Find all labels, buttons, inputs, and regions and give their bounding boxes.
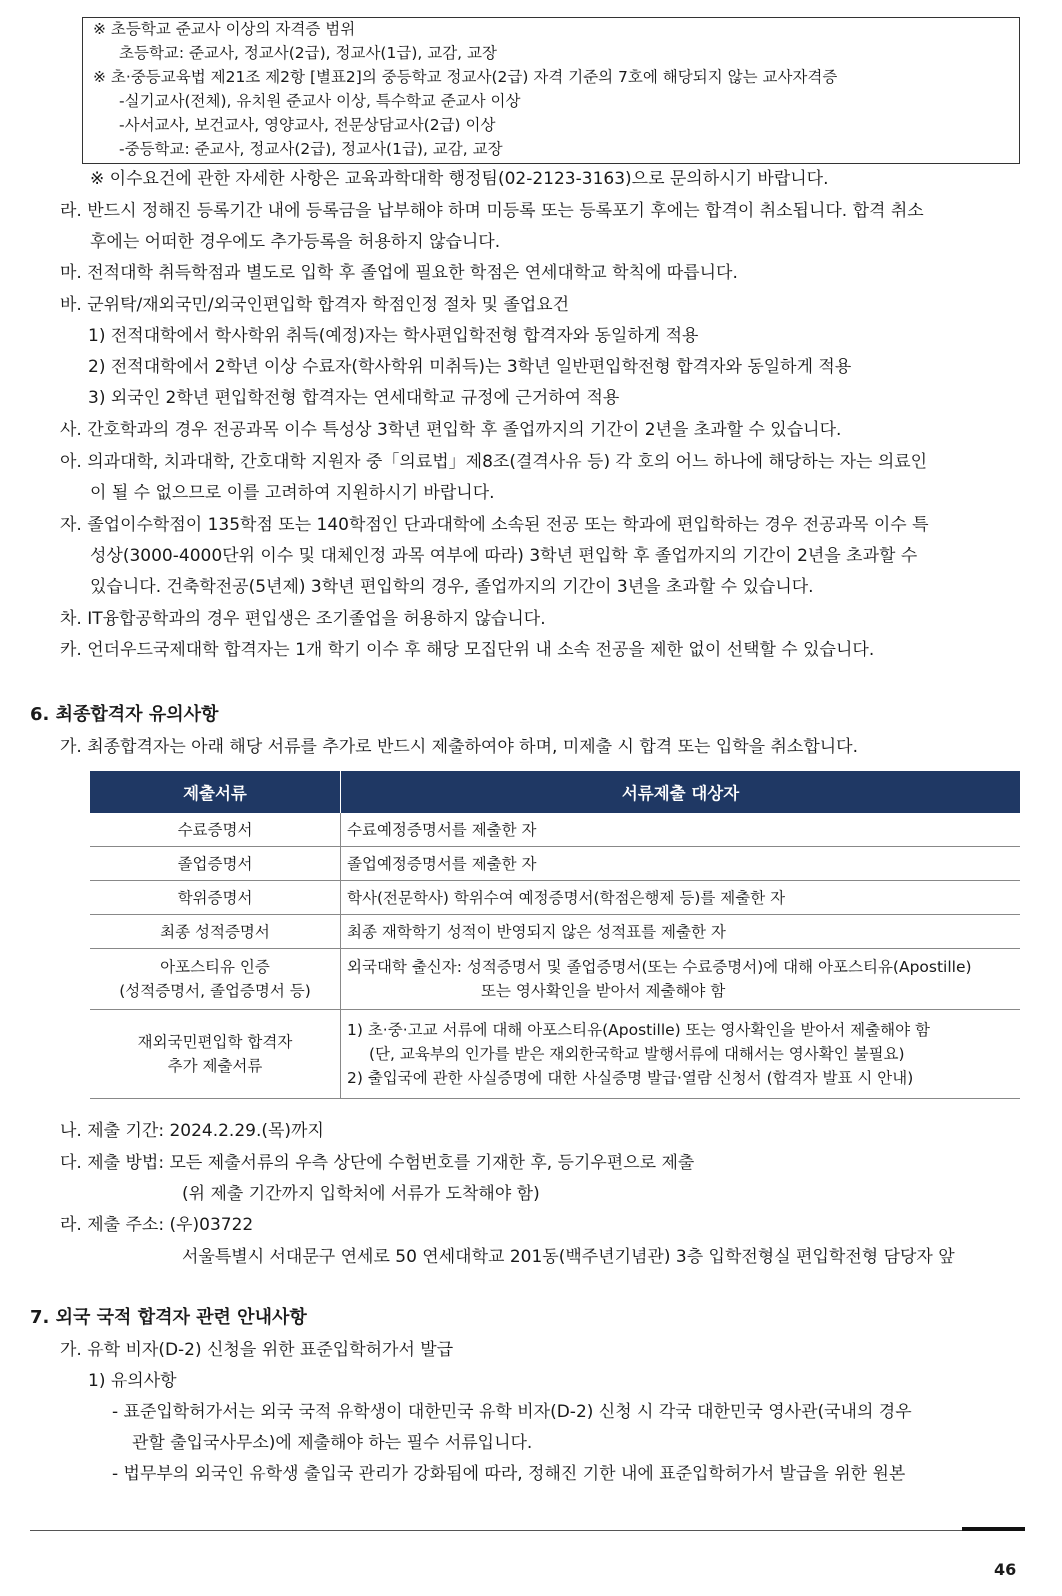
note-ja: 자. 졸업이수학점이 135학점 또는 140학점인 단과대학에 소속된 전공 또는 학과에 편입학하는 경우 전공과목 이수 특 <box>60 515 929 535</box>
doc-cell: 수료증명서 <box>90 813 341 847</box>
target-line: 1) 초·중·고교 서류에 대해 아포스티유(Apostille) 또는 영사확인을 받아서 제출해야 함 <box>347 1021 930 1039</box>
target-cell: 졸업예정증명서를 제출한 자 <box>341 847 1021 881</box>
inquiry-note: ※ 이수요건에 관한 자세한 사항은 교육과학대학 행정팀(02-2123-3163)으로 문의하시기 바랍니다. <box>90 169 829 189</box>
table-row <box>90 915 1020 949</box>
box-line: ※ 초·중등교육법 제21조 제2항 [별표2]의 중등학교 정교사(2급) 자격 기준의 7호에 해당되지 않는 교사자격증 <box>93 68 838 86</box>
doc-line: 아포스티유 인증 <box>160 958 270 976</box>
doc-line: (성적증명서, 졸업증명서 등) <box>119 982 311 1000</box>
footer-accent-bar <box>962 1527 1025 1531</box>
target-line: 2) 출입국에 관한 사실증명에 대한 사실증명 발급·열람 신청서 (합격자 발표 시 안내) <box>347 1069 914 1087</box>
column-header: 서류제출 대상자 <box>341 771 1021 813</box>
section-7-bullet: - 표준입학허가서는 외국 국적 유학생이 대한민국 유학 비자(D-2) 신청 시 각국 대한민국 영사관(국내의 경우 <box>112 1402 912 1422</box>
target-line: 외국대학 출신자: 성적증명서 및 졸업증명서(또는 수료증명서)에 대해 아포스티유(Apostille) <box>347 958 972 976</box>
note-ba-1: 1) 전적대학에서 학사학위 취득(예정)자는 학사편입학전형 합격자와 동일하게 적용 <box>88 326 699 346</box>
submission-method-note: (위 제출 기간까지 입학처에 서류가 도착해야 함) <box>182 1184 540 1204</box>
section-7-title: 7. 외국 국적 합격자 관련 안내사항 <box>30 1307 307 1328</box>
note-ba-3: 3) 외국인 2학년 편입학전형 합격자는 연세대학교 규정에 근거하여 적용 <box>88 388 620 408</box>
note-cha: 차. IT융합공학과의 경우 편입생은 조기졸업을 허용하지 않습니다. <box>60 609 546 629</box>
section-7-ga: 가. 유학 비자(D-2) 신청을 위한 표준입학허가서 발급 <box>60 1340 454 1360</box>
note-ja-cont2: 있습니다. 건축학전공(5년제) 3학년 편입학의 경우, 졸업까지의 기간이 3년을 초과할 수 있습니다. <box>90 577 814 597</box>
box-line: ※ 초등학교 준교사 이상의 자격증 범위 <box>93 20 356 38</box>
page-number: 46 <box>994 1560 1017 1579</box>
doc-line: 재외국민편입학 합격자 <box>137 1033 293 1051</box>
target-cell: 최종 재학학기 성적이 반영되지 않은 성적표를 제출한 자 <box>341 915 1021 949</box>
note-a-cont: 이 될 수 없으므로 이를 고려하여 지원하시기 바랍니다. <box>90 483 495 503</box>
note-ja-cont: 성상(3000-4000단위 이수 및 대체인정 과목 여부에 따라) 3학년 편입학 후 졸업까지의 기간이 2년을 초과할 수 <box>90 546 918 566</box>
required-documents-table <box>90 771 1020 1099</box>
target-line: 또는 영사확인을 받아서 제출해야 함 <box>481 982 726 1000</box>
footer-divider <box>30 1530 1025 1531</box>
note-ra-cont: 후에는 어떠한 경우에도 추가등록을 허용하지 않습니다. <box>90 232 501 252</box>
doc-cell <box>90 1010 341 1099</box>
submission-address-detail: 서울특별시 서대문구 연세로 50 연세대학교 201동(백주년기념관) 3층 입학전형실 편입학전형 담당자 앞 <box>182 1247 955 1267</box>
target-cell: 수료예정증명서를 제출한 자 <box>341 813 1021 847</box>
submission-period: 나. 제출 기간: 2024.2.29.(목)까지 <box>60 1121 324 1141</box>
note-ra: 라. 반드시 정해진 등록기간 내에 등록금을 납부해야 하며 미등록 또는 등록포기 후에는 합격이 취소됩니다. 합격 취소 <box>60 201 924 221</box>
table-row <box>90 813 1020 847</box>
box-line: -실기교사(전체), 유치원 준교사 이상, 특수학교 준교사 이상 <box>119 92 521 110</box>
doc-cell: 졸업증명서 <box>90 847 341 881</box>
section-7-bullet: - 법무부의 외국인 유학생 출입국 관리가 강화됨에 따라, 정해진 기한 내에 표준입학허가서 발급을 위한 원본 <box>112 1464 906 1484</box>
table-row <box>90 949 1020 1010</box>
submission-address: 라. 제출 주소: (우)03722 <box>60 1215 254 1235</box>
note-sa: 사. 간호학과의 경우 전공과목 이수 특성상 3학년 편입학 후 졸업까지의 기간이 2년을 초과할 수 있습니다. <box>60 420 842 440</box>
column-header: 제출서류 <box>90 771 341 813</box>
note-ba: 바. 군위탁/재외국민/외국인편입학 합격자 학점인정 절차 및 졸업요건 <box>60 295 570 315</box>
note-a: 아. 의과대학, 치과대학, 간호대학 지원자 중「의료법」제8조(결격사유 등) 각 호의 어느 하나에 해당하는 자는 의료인 <box>60 452 928 472</box>
doc-line: 추가 제출서류 <box>167 1057 263 1075</box>
doc-cell <box>90 949 341 1010</box>
section-7-bullet-cont: 관할 출입국사무소)에 제출해야 하는 필수 서류입니다. <box>132 1433 533 1453</box>
section-6-ga: 가. 최종합격자는 아래 해당 서류를 추가로 반드시 제출하여야 하며, 미제출 시 합격 또는 입학을 취소합니다. <box>60 737 859 757</box>
doc-cell: 학위증명서 <box>90 881 341 915</box>
doc-cell: 최종 성적증명서 <box>90 915 341 949</box>
section-6-title: 6. 최종합격자 유의사항 <box>30 704 219 725</box>
note-ma: 마. 전적대학 취득학점과 별도로 입학 후 졸업에 필요한 학점은 연세대학교 학칙에 따릅니다. <box>60 263 738 283</box>
submission-method: 다. 제출 방법: 모든 제출서류의 우측 상단에 수험번호를 기재한 후, 등기우편으로 제출 <box>60 1153 695 1173</box>
note-ka: 카. 언더우드국제대학 합격자는 1개 학기 이수 후 해당 모집단위 내 소속 전공을 제한 없이 선택할 수 있습니다. <box>60 640 875 660</box>
license-notes-box <box>82 17 1020 164</box>
table-row <box>90 881 1020 915</box>
section-7-sub: 1) 유의사항 <box>88 1371 177 1391</box>
note-ba-2: 2) 전적대학에서 2학년 이상 수료자(학사학위 미취득)는 3학년 일반편입학전형 합격자와 동일하게 적용 <box>88 357 852 377</box>
target-cell <box>341 1010 1021 1099</box>
target-cell <box>341 949 1021 1010</box>
target-line: (단, 교육부의 인가를 받은 재외한국학교 발행서류에 대해서는 영사확인 불필요) <box>369 1045 905 1063</box>
table-row <box>90 847 1020 881</box>
target-cell: 학사(전문학사) 학위수여 예정증명서(학점은행제 등)를 제출한 자 <box>341 881 1021 915</box>
box-line: 초등학교: 준교사, 정교사(2급), 정교사(1급), 교감, 교장 <box>119 44 497 62</box>
box-line: -중등학교: 준교사, 정교사(2급), 정교사(1급), 교감, 교장 <box>119 140 503 158</box>
table-row <box>90 1010 1020 1099</box>
box-line: -사서교사, 보건교사, 영양교사, 전문상담교사(2급) 이상 <box>119 116 496 134</box>
